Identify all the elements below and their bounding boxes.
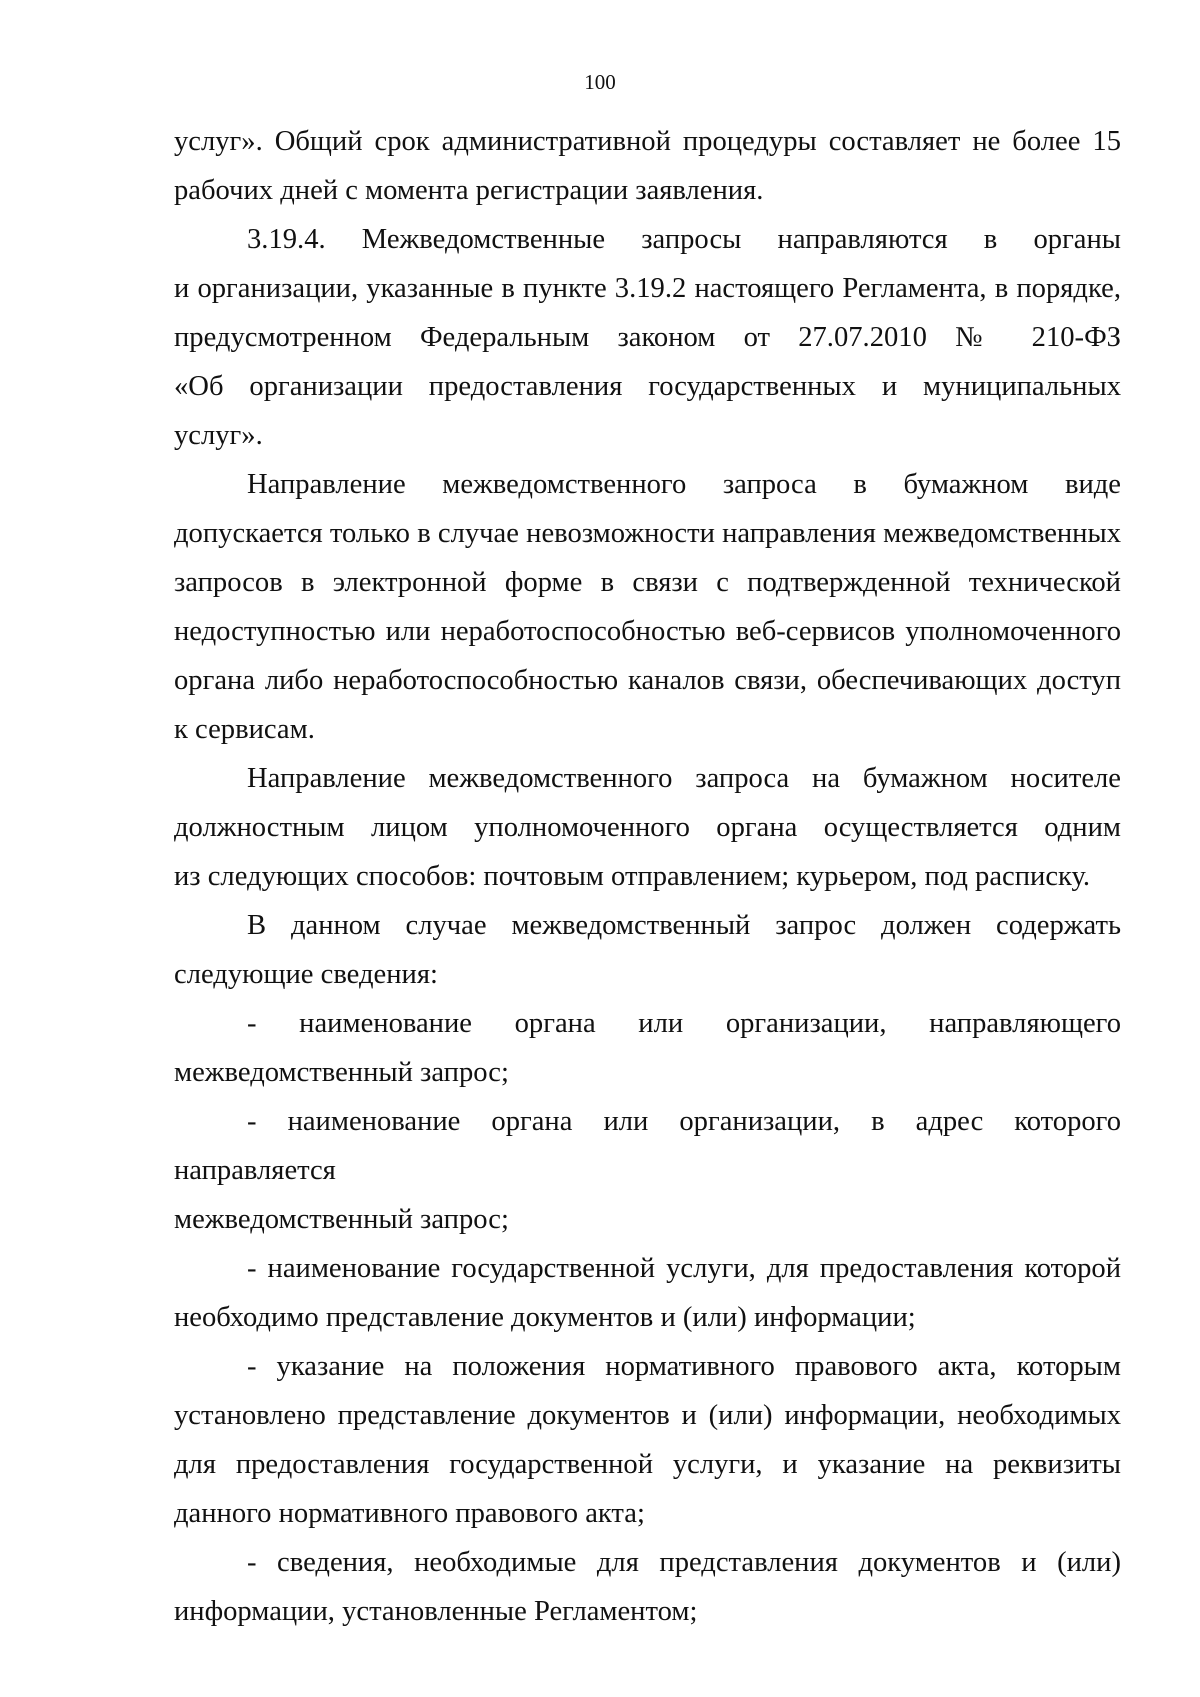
text-line: - наименование органа или организации, в адрес которого направляется [174, 1106, 1121, 1186]
text-line: данного нормативного правового акта; [174, 1498, 645, 1529]
text-line: для предоставления государственной услуги, и указание на реквизиты [174, 1449, 1121, 1480]
text-line: - сведения, необходимые для представления документов и (или) [247, 1547, 1121, 1578]
paragraph [174, 1538, 1121, 1636]
text-line: органа либо неработоспособностью каналов связи, обеспечивающих доступ [174, 665, 1121, 696]
paragraph [174, 999, 1121, 1097]
text-line: необходимо представление документов и (или) информации; [174, 1302, 916, 1333]
text-line: следующие сведения: [174, 959, 438, 990]
text-line: допускается только в случае невозможности направления межведомственных [174, 518, 1121, 549]
text-line: предусмотренном Федеральным законом от 27.07.2010 № 210-ФЗ [174, 322, 1121, 353]
text-line: межведомственный запрос; [174, 1204, 509, 1235]
text-line: к сервисам. [174, 714, 315, 745]
text-line: межведомственный запрос; [174, 1057, 509, 1088]
paragraph [174, 901, 1121, 999]
text-line: - указание на положения нормативного правового акта, которым [247, 1351, 1121, 1382]
paragraph [174, 754, 1121, 901]
text-line: и организации, указанные в пункте 3.19.2 настоящего Регламента, в порядке, [174, 273, 1121, 304]
paragraph [174, 215, 1121, 460]
text-line: запросов в электронной форме в связи с подтвержденной технической [174, 567, 1121, 598]
text-line: из следующих способов: почтовым отправлением; курьером, под расписку. [174, 861, 1091, 892]
text-line: В данном случае межведомственный запрос должен содержать [247, 910, 1121, 941]
text-line: должностным лицом уполномоченного органа осуществляется одним [174, 812, 1121, 843]
text-line: - наименование органа или организации, направляющего [247, 1008, 1121, 1039]
paragraph [174, 1244, 1121, 1342]
document-body [174, 117, 1121, 1636]
text-line: информации, установленные Регламентом; [174, 1596, 698, 1627]
text-line: - наименование государственной услуги, для предоставления которой [247, 1253, 1121, 1284]
text-line: Направление межведомственного запроса в бумажном виде [247, 469, 1121, 500]
page-number: 100 [584, 70, 616, 94]
paragraph [174, 460, 1121, 754]
text-line: Направление межведомственного запроса на бумажном носителе [247, 763, 1121, 794]
text-line: недоступностью или неработоспособностью веб-сервисов уполномоченного [174, 616, 1121, 647]
paragraph-list [174, 117, 1121, 1636]
paragraph [174, 1097, 1121, 1244]
text-line: установлено представление документов и (или) информации, необходимых [174, 1400, 1121, 1431]
text-line: 3.19.4. Межведомственные запросы направляются в органы [247, 224, 1121, 255]
text-line: «Об организации предоставления государственных и муниципальных услуг». [174, 371, 1121, 451]
paragraph [174, 1342, 1121, 1538]
paragraph [174, 117, 1121, 215]
text-line: услуг». Общий срок административной процедуры составляет не более 15 [174, 126, 1121, 157]
text-line: рабочих дней с момента регистрации заявления. [174, 175, 764, 206]
